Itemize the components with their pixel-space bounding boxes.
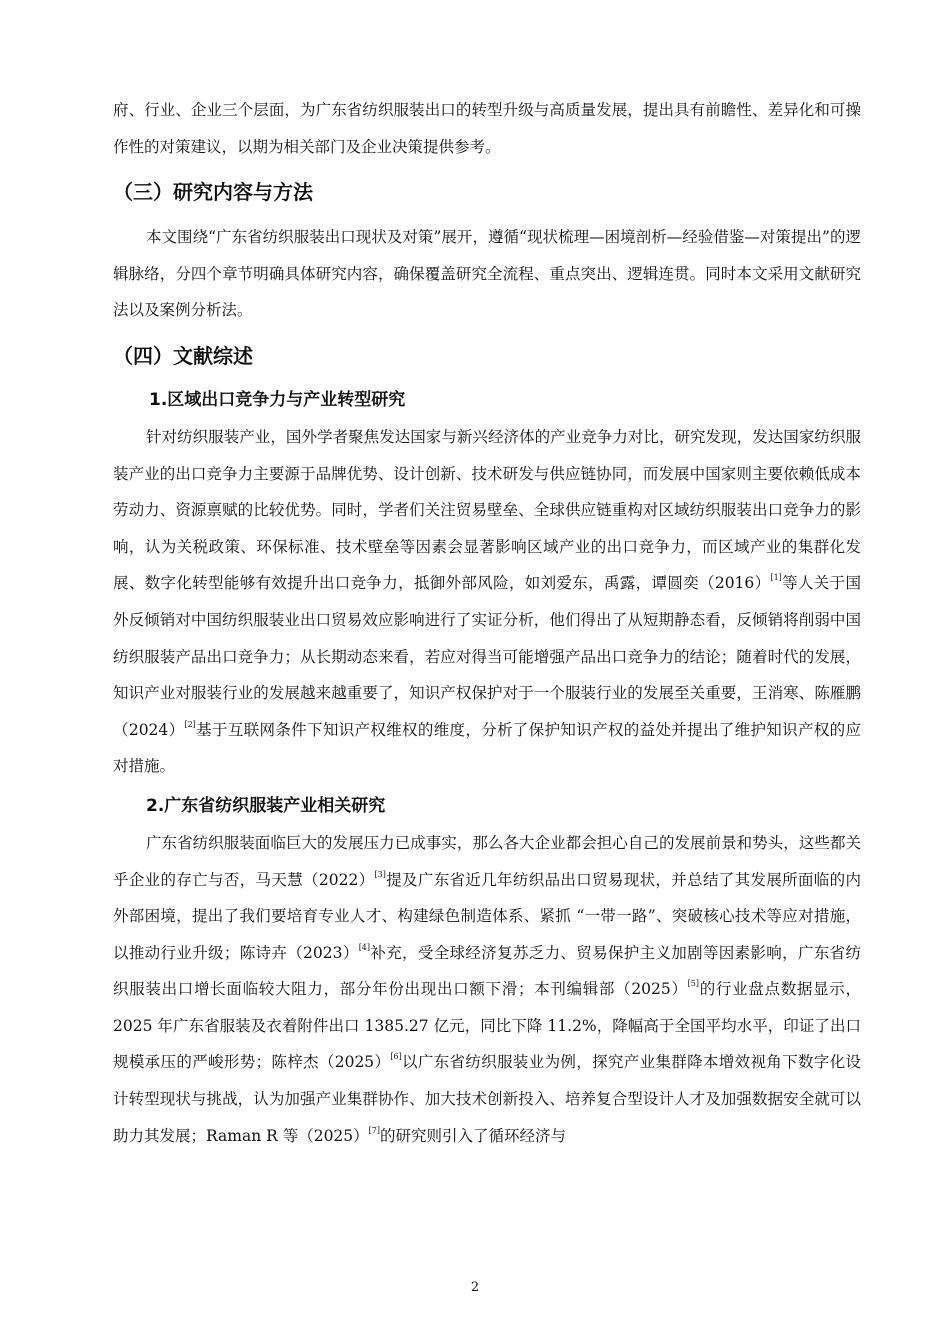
review2-text-3: 补充，受全球经济复苏乏力、贸易保护主义加剧等因素影响，广东省纺织服装出口增长面临较大阻力，部分年份出现出口额下滑；本刊编辑部（2025） [113,943,861,999]
page-number: 2 [470,1280,480,1295]
review2-text-4: 的行业盘点数据显示，2025 年广东省服装及衣着附件出口 1385.27 亿元，同比下降 11.2%，降幅高于全国平均水平，印证了出口规模承压的严峻形势；陈梓杰（2025） [113,980,861,1072]
paragraph-intro-continuation: 府、行业、企业三个层面，为广东省纺织服装出口的转型升级与高质量发展，提出具有前瞻性、差异化和可操作性的对策建议，以期为相关部门及企业决策提供参考。 [113,101,861,156]
subsection-heading-guangdong-textile-industry: 2.广东省纺织服装产业相关研究 [146,795,386,816]
review2-text-1: 广东省纺织服装面临巨大的发展压力已成事实，那么各大企业都会担心自己的发展前景和势头，这些都关乎企业的存亡与否，马天慧（2022） [113,833,861,889]
paragraph-review-guangdong-industry [113,825,861,1154]
citation-3: [3] [374,869,386,879]
citation-7: [7] [368,1125,381,1135]
review2-text-6: 的研究则引入了循环经济与 [380,1126,567,1145]
review2-text-5: 以广东省纺织服装业为例，探究产业集群降本增效视角下数字化设计转型现状与挑战，认为加强产业集群协作、加大技术创新投入、培养复合型设计人才及加强数据安全就可以助力其发展；Raman R 等（2025） [113,1053,861,1145]
review1-text-2: 等人关于国外反倾销对中国纺织服装业出口贸易效应影响进行了实证分析，他们得出了从短期静态看，反倾销将削弱中国纺织服装产品出口竞争力；从长期动态来看，若应对得当可能增强产品出口竞争力的结论；随着时代的发展，知识产业对服装行业的发展越来越重要了，知识产权保护对于一个服装行业的发展至关重要，王消寒、陈雁鹏（2024） [113,574,861,739]
review1-text-3: 基于互联网条件下知识产权维权的维度，分析了保护知识产权的益处并提出了维护知识产权的应对措施。 [113,720,861,776]
citation-6: [6] [390,1052,402,1062]
paragraph-review-regional-competitiveness [113,419,861,785]
section-heading-research-content-methods: （三）研究内容与方法 [113,180,313,205]
review2-text-2: 提及广东省近几年纺织品出口贸易现状，并总结了其发展所面临的内外部困境，提出了我们要培育专业人才、构建绿色制造体系、紧抓 “一带一路”、突破核心技术等应对措施，以推动行业升级；陈诗卉（2023） [113,870,861,962]
paragraph-research-methods: 本文围绕“广东省纺织服装出口现状及对策”展开，遵循“现状梳理—困境剖析—经验借鉴—对策提出”的逻辑脉络，分四个章节明确具体研究内容，确保覆盖研究全流程、重点突出、逻辑连贯。同时本文采用文献研究法以及案例分析法。 [113,228,861,320]
section-heading-literature-review: （四）文献综述 [113,343,253,368]
subsection-heading-regional-export-competitiveness: 1.区域出口竞争力与产业转型研究 [149,389,406,410]
citation-5: [5] [687,979,700,989]
document-page [113,92,861,1154]
citation-4: [4] [358,942,371,952]
review1-text-1: 针对纺织服装产业，国外学者聚焦发达国家与新兴经济体的产业竞争力对比，研究发现，发达国家纺织服装产业的出口竞争力主要源于品牌优势、设计创新、技术研发与供应链协同，而发展中国家则主要依赖低成本劳动力、资源禀赋的比较优势。同时，学者们关注贸易壁垒、全球供应链重构对区域纺织服装出口竞争力的影响，认为关税政策、环保标准、技术壁垒等因素会显著影响区域产业的出口竞争力，而区域产业的集群化发展、数字化转型能够有效提升出口竞争力，抵御外部风险，如刘爱东，禹露，谭圆奕（2016） [113,427,861,593]
citation-2: [2] [184,719,196,729]
citation-1: [1] [770,573,782,583]
